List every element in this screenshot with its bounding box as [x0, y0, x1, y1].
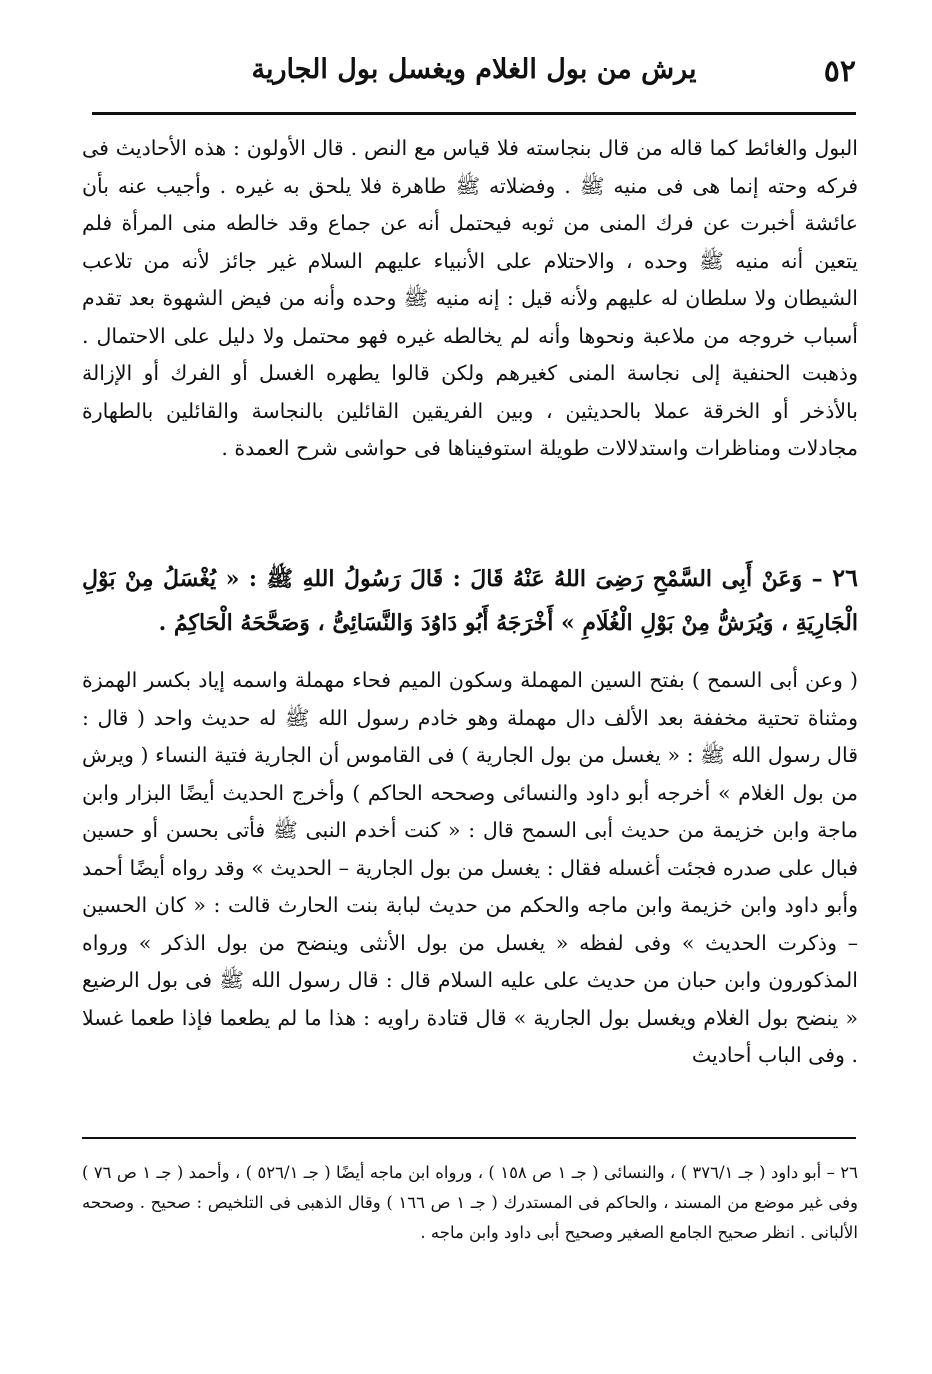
page-header: [92, 50, 856, 102]
hadith-block: [82, 556, 858, 645]
running-title: يرش من بول الغلام ويغسل بول الجارية: [251, 54, 697, 85]
header-rule: [92, 112, 856, 115]
page-number: ٥٢: [823, 54, 856, 89]
commentary-paragraph-2: [82, 662, 858, 1075]
commentary-paragraph-1: [82, 130, 858, 468]
hadith-text: – وَعَنْ أَبِى السَّمْحِ رَضِىَ اللهُ عَنْهُ قَالَ : قَالَ رَسُولُ اللهِ ﷺ : « يُغْسَلُ مِنْ بَوْلِ الْجَارِيَةِ ، وَيُرَشُّ مِنْ بَوْلِ الْغُلَامِ » أَخْرَجَهُ أَبُو دَاوُدَ وَالنَّسَائِىُّ ، وَصَحَّحَهُ الْحَاكِمُ .: [82, 566, 858, 636]
footnote-rule: [82, 1137, 856, 1139]
hadith-number: ٢٦: [832, 563, 858, 592]
paragraph-text: ( وعن أبى السمح ) بفتح السين المهملة وسكون الميم فحاء مهملة واسمه إياد بكسر الهمزة ومثناة تحتية مخففة بعد الألف دال مهملة وهو خادم رسول الله ﷺ له حديث واحد ( قال : قال رسول الله ﷺ : « يغسل من بول الجارية ) فى القاموس أن الجارية فتية النساء ( ويرش من بول الغلام » أخرجه أبو داود والنسائى وصححه الحاكم ) وأخرج الحديث أيضًا البزار وابن ماجة وابن خزيمة من حديث أبى السمح قال : « كنت أخدم النبى ﷺ فأتى بحسن أو حسين فبال على صدره فجئت أغسله فقال : يغسل من بول الجارية – الحديث » وقد رواه أيضًا أحمد وأبو داود وابن خزيمة وابن ماجه والحكم من حديث لبابة بنت الحارث قالت : « كان الحسين – وذكرت الحديث » وفى لفظه « يغسل من بول الأنثى وينضح من بول الذكر » ورواه المذكورون وابن حبان من حديث على عليه السلام قال : قال رسول الله ﷺ فى بول الرضيع « ينضح بول الغلام ويغسل بول الجارية » قال قتادة راويه : هذا ما لم يطعما فإذا طعما غسلا . وفى الباب أحاديث: [82, 668, 858, 1067]
footnote: ٢٦ – أبو داود ( جـ ٣٧٦/١ ) ، والنسائى ( جـ ١ ص ١٥٨ ) ، ورواه ابن ماجه أيضًا ( جـ ٥٢٦/١ ) ، وأحمد ( جـ ١ ص ٧٦ ) وفى غير موضع من المسند ، والحاكم فى المستدرك ( جـ ١ ص ١٦٦ ) وقال الذهبى فى التلخيص : صحيح . وصححه الألبانى . انظر صحيح الجامع الصغير وصحيح أبى داود وابن ماجه .: [82, 1163, 858, 1242]
paragraph-text: البول والغائط كما قاله من قال بنجاسته فلا قياس مع النص . قال الأولون : هذه الأحاديث فى فركه وحته إنما هى فى منيه ﷺ . وفضلاته ﷺ طاهرة فلا يلحق به غيره . وأجيب عنه بأن عائشة أخبرت عن فرك المنى من ثوبه فيحتمل أنه عن جماع وقد خالطه منى المرأة فلم يتعين أنه منيه ﷺ وحده ، والاحتلام على الأنبياء عليهم السلام غير جائز لأنه من تلاعب الشيطان ولا سلطان له عليهم ولأنه قيل : إنه منيه ﷺ وحده وأنه من فيض الشهوة بعد تقدم أسباب خروجه من ملاعبة ونحوها وأنه لم يخالطه غيره فهو محتمل ولا دليل على الاحتمال . وذهبت الحنفية إلى نجاسة المنى كغيرهم ولكن قالوا يطهره الغسل أو الفرك أو الإزالة بالأذخر أو الخرقة عملا بالحديثين ، وبين الفريقين القائلين بالنجاسة والقائلين بالطهارة مجادلات ومناظرات واستدلالات طويلة استوفيناها فى حواشى شرح العمدة .: [82, 136, 858, 460]
footnotes: [82, 1158, 858, 1248]
